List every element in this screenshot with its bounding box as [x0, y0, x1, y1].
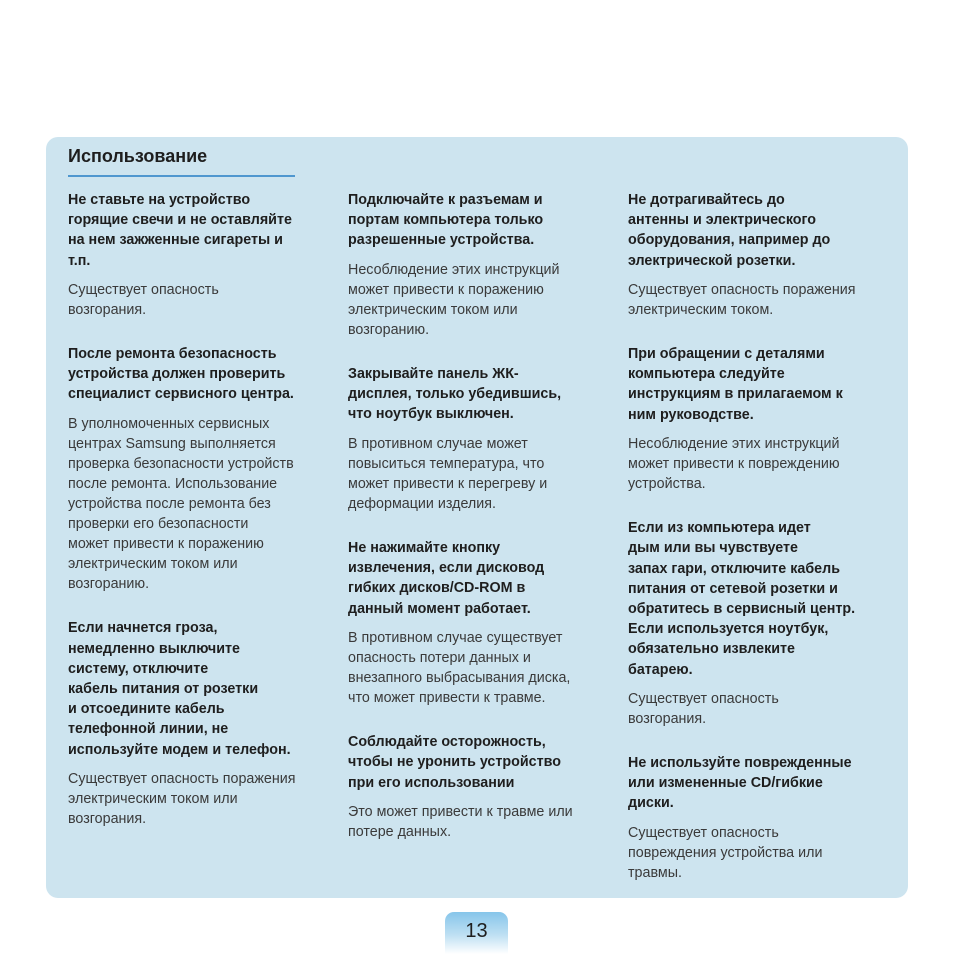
safety-item-heading: Не ставьте на устройство горящие свечи и не оставляйте на нем зажженные сигареты и т.п.	[68, 192, 292, 269]
safety-item	[348, 732, 608, 842]
safety-item	[628, 518, 888, 729]
safety-item-heading: Не используйте поврежденные или измененные CD/гибкие диски.	[628, 754, 852, 812]
safety-item-body: Существует опасность возгорания.	[68, 281, 219, 318]
safety-item-body: В противном случае может повыситься температура, что может привести к перегреву и деформации изделия.	[348, 435, 548, 512]
safety-item-body: Существует опасность поражения электрическим током.	[628, 281, 856, 318]
safety-item-heading: Подключайте к разъемам и портам компьютера только разрешенные устройства.	[348, 192, 544, 249]
title-underline	[68, 175, 295, 177]
safety-item-body: Существует опасность возгорания.	[628, 690, 779, 727]
safety-item	[68, 618, 328, 829]
section-title: Использование	[68, 146, 208, 166]
safety-item-heading: Закрывайте панель ЖК- дисплея, только убедившись, что ноутбук выключен.	[348, 365, 562, 423]
safety-item-heading: Если из компьютера идет дым или вы чувствуете запах гари, отключите кабель питания от сетевой розетки и обратитесь в сервисный центр. Если используется ноутбук, обязательно извлеките батарею.	[628, 520, 856, 678]
safety-item	[348, 190, 608, 340]
safety-item-body: Существует опасность поражения электрическим током или возгорания.	[68, 770, 296, 828]
safety-item	[628, 753, 888, 883]
safety-item	[68, 344, 328, 594]
safety-item-body: Существует опасность повреждения устройства или травмы.	[628, 824, 823, 881]
safety-item-heading: Если начнется гроза, немедленно выключите систему, отключите кабель питания от розетки и отсоедините кабель телефонной линии, не используйте модем и телефон.	[68, 620, 291, 758]
safety-item-heading: Не дотрагивайтесь до антенны и электрического оборудования, например до электрической розетки.	[628, 192, 831, 269]
safety-item-body: В противном случае существует опасность потери данных и внезапного выбрасывания диска, что может привести к травме.	[348, 629, 571, 707]
column-3	[628, 190, 888, 907]
column-1	[68, 190, 328, 853]
safety-item	[348, 364, 608, 514]
safety-item-body: В уполномоченных сервисных центрах Samsung выполняется проверка безопасности устройств после ремонта. Использование устройства после ремонта без проверки его безопасности может привести к поражению электрическим током или возгоранию.	[68, 415, 294, 593]
safety-item-heading: Не нажимайте кнопку извлечения, если дисковод гибких дисков/CD-ROM в данный момент работает.	[348, 539, 545, 617]
safety-item-body: Несоблюдение этих инструкций может привести к повреждению устройства.	[628, 435, 840, 492]
page-number: 13	[465, 920, 488, 942]
safety-item	[628, 190, 888, 320]
safety-item-body: Несоблюдение этих инструкций может привести к поражению электрическим током или возгоранию.	[348, 261, 560, 338]
safety-item	[628, 344, 888, 494]
column-2	[348, 190, 608, 866]
safety-item-heading: Соблюдайте осторожность, чтобы не уронить устройство при его использовании	[348, 734, 561, 791]
safety-item-body: Это может привести к травме или потере данных.	[348, 803, 573, 840]
safety-item	[68, 190, 328, 320]
safety-item-heading: При обращении с деталями компьютера следуйте инструкциям в прилагаемом к ним руководстве.	[628, 346, 843, 423]
safety-item	[348, 538, 608, 708]
safety-item-heading: После ремонта безопасность устройства должен проверить специалист сервисного центра.	[68, 346, 294, 403]
